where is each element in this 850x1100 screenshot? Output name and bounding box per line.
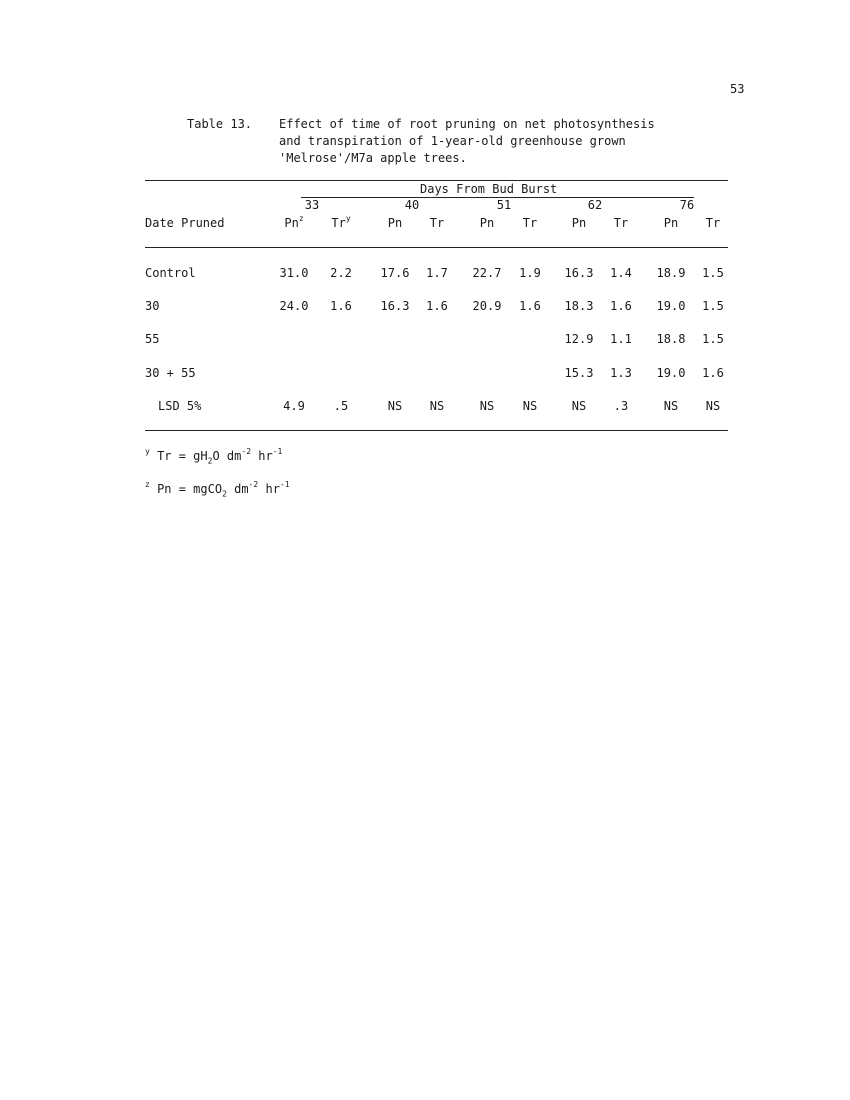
row-label: LSD 5% bbox=[158, 399, 202, 413]
sub-header-6: Pn bbox=[571, 216, 587, 230]
sub-header-8: Pn bbox=[663, 216, 679, 230]
table-cell: NS bbox=[705, 399, 721, 413]
table-cell: 19.0 bbox=[656, 299, 686, 313]
table-cell: 12.9 bbox=[564, 332, 594, 346]
row-label: 30 bbox=[145, 299, 160, 313]
sub-header-0: Pn$^z$ bbox=[284, 214, 304, 230]
footnote-z-mark: z bbox=[145, 480, 150, 489]
footnote-y-mark: y bbox=[145, 447, 150, 456]
table-cell: 1.6 bbox=[426, 299, 448, 313]
table-cell: .3 bbox=[613, 399, 629, 413]
table-cell: NS bbox=[429, 399, 445, 413]
sub-header-3: Tr bbox=[429, 216, 445, 230]
table-cell: 15.3 bbox=[564, 366, 594, 380]
table-cell: 2.2 bbox=[330, 266, 352, 280]
table-cell: 1.5 bbox=[702, 266, 724, 280]
table-caption bbox=[187, 116, 655, 165]
table-cell: 18.8 bbox=[656, 332, 686, 346]
table-cell: 16.3 bbox=[564, 266, 594, 280]
day-33: 33 bbox=[304, 198, 320, 212]
table-cell: 1.6 bbox=[519, 299, 541, 313]
table-cell: 1.5 bbox=[702, 332, 724, 346]
table-cell: 1.3 bbox=[610, 366, 632, 380]
table-cell: NS bbox=[522, 399, 538, 413]
caption-line-1: Effect of time of root pruning on net photosynthesis bbox=[279, 117, 655, 131]
table-cell: 24.0 bbox=[279, 299, 309, 313]
table-cell: .5 bbox=[333, 399, 349, 413]
pn-footnote-mark: z bbox=[298, 214, 304, 223]
day-51: 51 bbox=[496, 198, 512, 212]
table-cell: NS bbox=[571, 399, 587, 413]
day-76: 76 bbox=[679, 198, 695, 212]
table-cell: 18.3 bbox=[564, 299, 594, 313]
sub-header-9: Tr bbox=[705, 216, 721, 230]
caption-line-3: 'Melrose'/M7a apple trees. bbox=[279, 151, 467, 165]
sub-header-4: Pn bbox=[479, 216, 495, 230]
table-cell: 1.7 bbox=[426, 266, 448, 280]
table-cell: 4.9 bbox=[283, 399, 305, 413]
table-cell: NS bbox=[663, 399, 679, 413]
table-cell: 16.3 bbox=[380, 299, 410, 313]
page-number: 53 bbox=[730, 82, 745, 96]
sub-header-1: Tr$^y$ bbox=[331, 214, 351, 230]
caption-line-2: and transpiration of 1-year-old greenhouse grown bbox=[279, 134, 626, 148]
table-cell: 31.0 bbox=[279, 266, 309, 280]
table-cell: 18.9 bbox=[656, 266, 686, 280]
table-cell: NS bbox=[387, 399, 403, 413]
table-cell: 17.6 bbox=[380, 266, 410, 280]
day-40: 40 bbox=[404, 198, 420, 212]
table-cell: 1.4 bbox=[610, 266, 632, 280]
table-cell: 1.5 bbox=[702, 299, 724, 313]
table-cell: 1.1 bbox=[610, 332, 632, 346]
tr-footnote-mark: y bbox=[345, 214, 351, 223]
table-cell: 22.7 bbox=[472, 266, 502, 280]
table-label: Table 13. bbox=[187, 117, 253, 131]
table-cell: 19.0 bbox=[656, 366, 686, 380]
spanner-heading: Days From Bud Burst bbox=[420, 182, 558, 196]
table-cell: 1.9 bbox=[519, 266, 541, 280]
table-cell: 1.6 bbox=[330, 299, 352, 313]
sub-header-7: Tr bbox=[613, 216, 629, 230]
row-label: Control bbox=[145, 266, 196, 280]
header-bottom-rule bbox=[145, 247, 728, 248]
table-cell: 20.9 bbox=[472, 299, 502, 313]
table-cell: 1.6 bbox=[702, 366, 724, 380]
sub-header-2: Pn bbox=[387, 216, 403, 230]
table-cell: 1.6 bbox=[610, 299, 632, 313]
table-bottom-rule bbox=[145, 430, 728, 431]
sub-header-5: Tr bbox=[522, 216, 538, 230]
row-header: Date Pruned bbox=[145, 216, 225, 230]
footnote-z: $^z$ Pn = mgCO$_2$ $dm^{-2}$ $hr^{-1}$ bbox=[145, 480, 290, 499]
table-top-rule bbox=[145, 180, 728, 181]
day-62: 62 bbox=[587, 198, 603, 212]
footnote-y: $^y$ $Tr = gH_2O$ $dm^{-2}$ $hr^{-1}$ bbox=[145, 447, 283, 466]
table-cell: NS bbox=[479, 399, 495, 413]
row-label: 30 + 55 bbox=[145, 366, 196, 380]
row-label: 55 bbox=[145, 332, 160, 346]
